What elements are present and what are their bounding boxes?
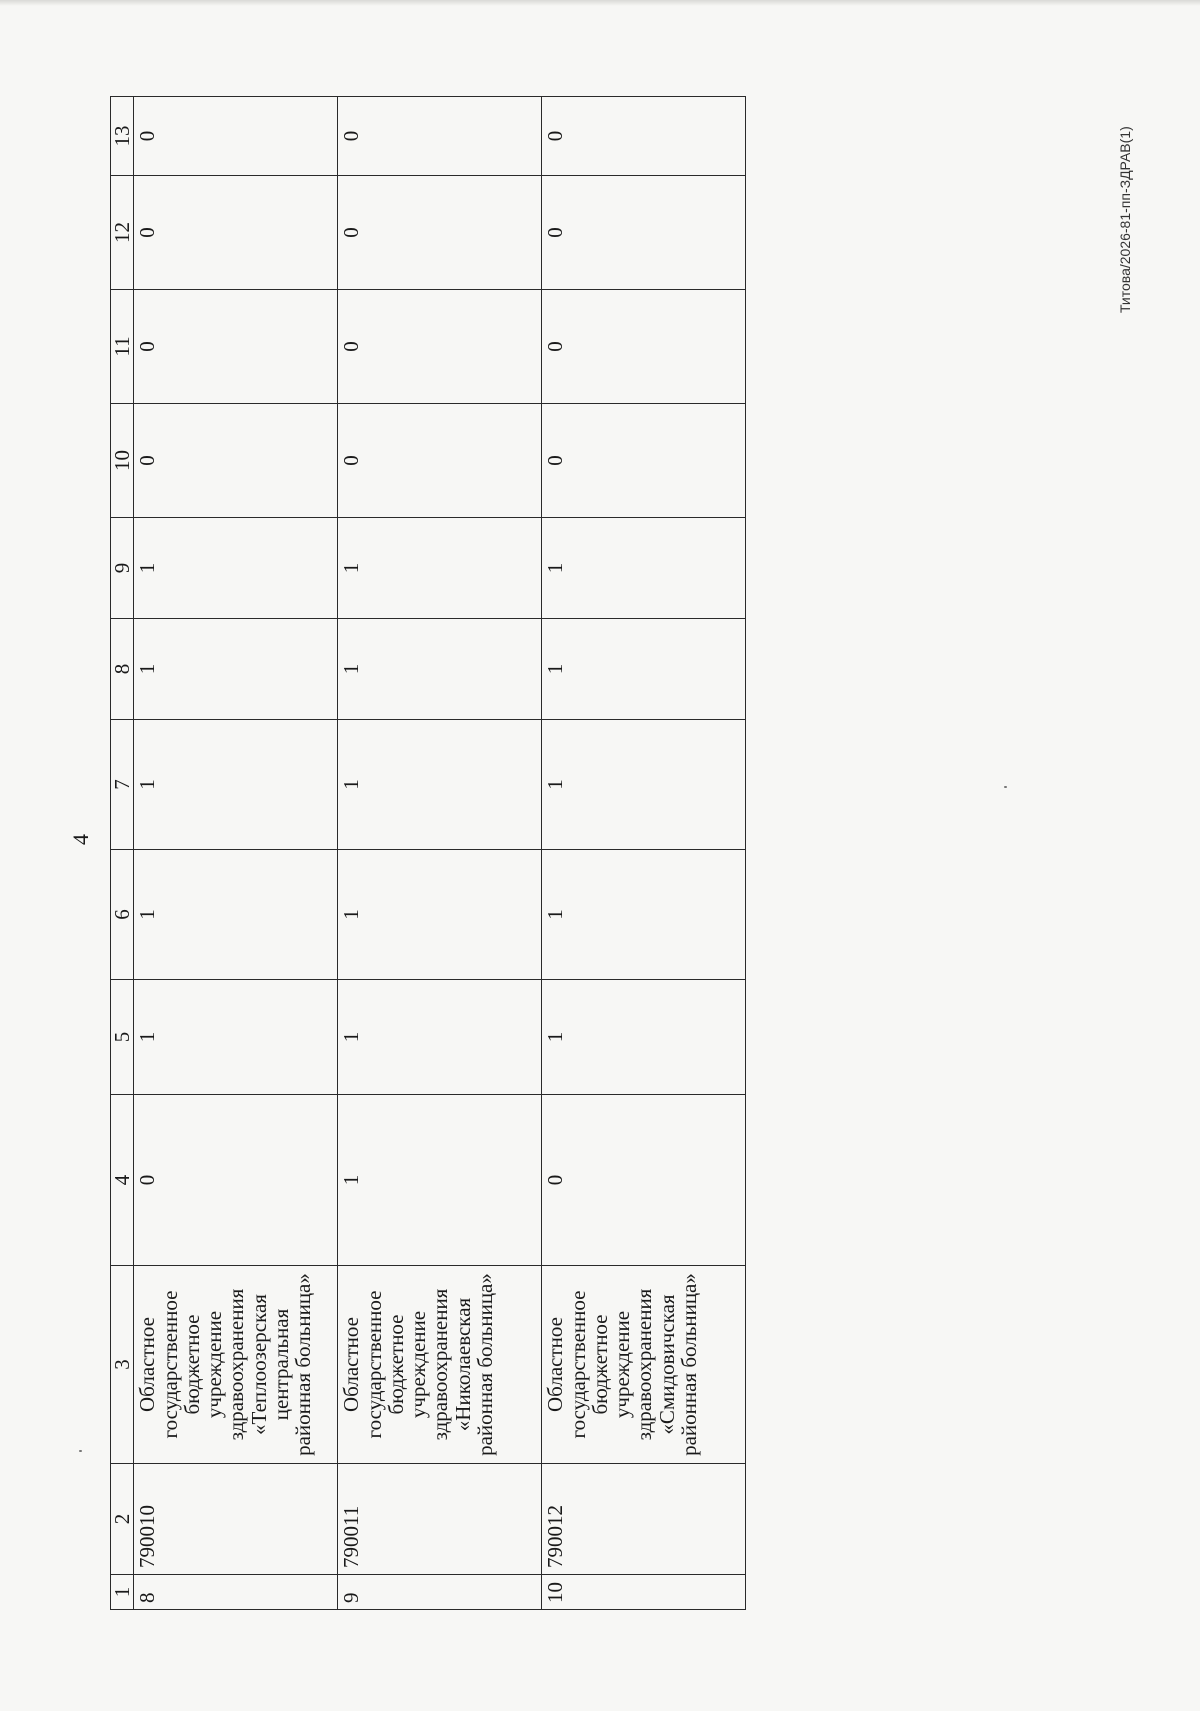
header-cell-8: 8 — [111, 619, 134, 720]
value-cell-12: 0 — [338, 176, 542, 290]
value-cell-11: 0 — [338, 290, 542, 404]
institution-name: Областное государственное бюджетное учреждение здравоохранения «Теплоозерская центральная районная больница» — [134, 1266, 338, 1464]
value-cell-6: 1 — [338, 850, 542, 980]
value-cell-12: 0 — [542, 176, 746, 290]
value-cell-5: 1 — [542, 980, 746, 1095]
header-cell-1: 1 — [111, 1575, 134, 1610]
value-cell-13: 0 — [134, 97, 338, 176]
table-row — [542, 97, 746, 1610]
value-cell-9: 1 — [338, 518, 542, 619]
value-cell-10: 0 — [338, 404, 542, 518]
value-cell-5: 1 — [338, 980, 542, 1095]
value-cell-11: 0 — [542, 290, 746, 404]
header-cell-6: 6 — [111, 850, 134, 980]
value-cell-13: 0 — [338, 97, 542, 176]
header-cell-12: 12 — [111, 176, 134, 290]
table-row — [338, 97, 542, 1610]
value-cell-8: 1 — [134, 619, 338, 720]
header-cell-2: 2 — [111, 1464, 134, 1575]
value-cell-7: 1 — [134, 720, 338, 850]
value-cell-4: 0 — [542, 1095, 746, 1266]
institution-code: 790011 — [338, 1464, 542, 1575]
institution-code: 790012 — [542, 1464, 746, 1575]
scan-speck — [1004, 786, 1007, 788]
institution-name: Областное государственное бюджетное учреждение здравоохранения «Смидовичская районная больница» — [542, 1266, 746, 1464]
header-cell-3: 3 — [111, 1266, 134, 1464]
value-cell-6: 1 — [542, 850, 746, 980]
value-cell-11: 0 — [134, 290, 338, 404]
scan-speck — [79, 1450, 82, 1452]
value-cell-4: 0 — [134, 1095, 338, 1266]
value-cell-10: 0 — [134, 404, 338, 518]
value-cell-5: 1 — [134, 980, 338, 1095]
value-cell-12: 0 — [134, 176, 338, 290]
value-cell-7: 1 — [338, 720, 542, 850]
header-cell-4: 4 — [111, 1095, 134, 1266]
institution-code: 790010 — [134, 1464, 338, 1575]
header-cell-9: 9 — [111, 518, 134, 619]
value-cell-10: 0 — [542, 404, 746, 518]
value-cell-8: 1 — [542, 619, 746, 720]
table-row — [134, 97, 338, 1610]
value-cell-7: 1 — [542, 720, 746, 850]
document-footer-code: Титова/2026-81-пп-ЗДРАВ(1) — [1117, 126, 1133, 313]
value-cell-9: 1 — [542, 518, 746, 619]
header-cell-13: 13 — [111, 97, 134, 176]
table-header-row — [111, 97, 134, 1610]
row-number: 8 — [134, 1575, 338, 1610]
header-cell-5: 5 — [111, 980, 134, 1095]
value-cell-4: 1 — [338, 1095, 542, 1266]
header-cell-10: 10 — [111, 404, 134, 518]
institution-name: Областное государственное бюджетное учреждение здравоохранения «Николаевская районная больница» — [338, 1266, 542, 1464]
row-number: 10 — [542, 1575, 746, 1610]
value-cell-6: 1 — [134, 850, 338, 980]
row-number: 9 — [338, 1575, 542, 1610]
page-number: 4 — [68, 834, 93, 845]
value-cell-13: 0 — [542, 97, 746, 176]
header-cell-11: 11 — [111, 290, 134, 404]
header-cell-7: 7 — [111, 720, 134, 850]
data-table — [110, 96, 746, 1610]
value-cell-9: 1 — [134, 518, 338, 619]
value-cell-8: 1 — [338, 619, 542, 720]
